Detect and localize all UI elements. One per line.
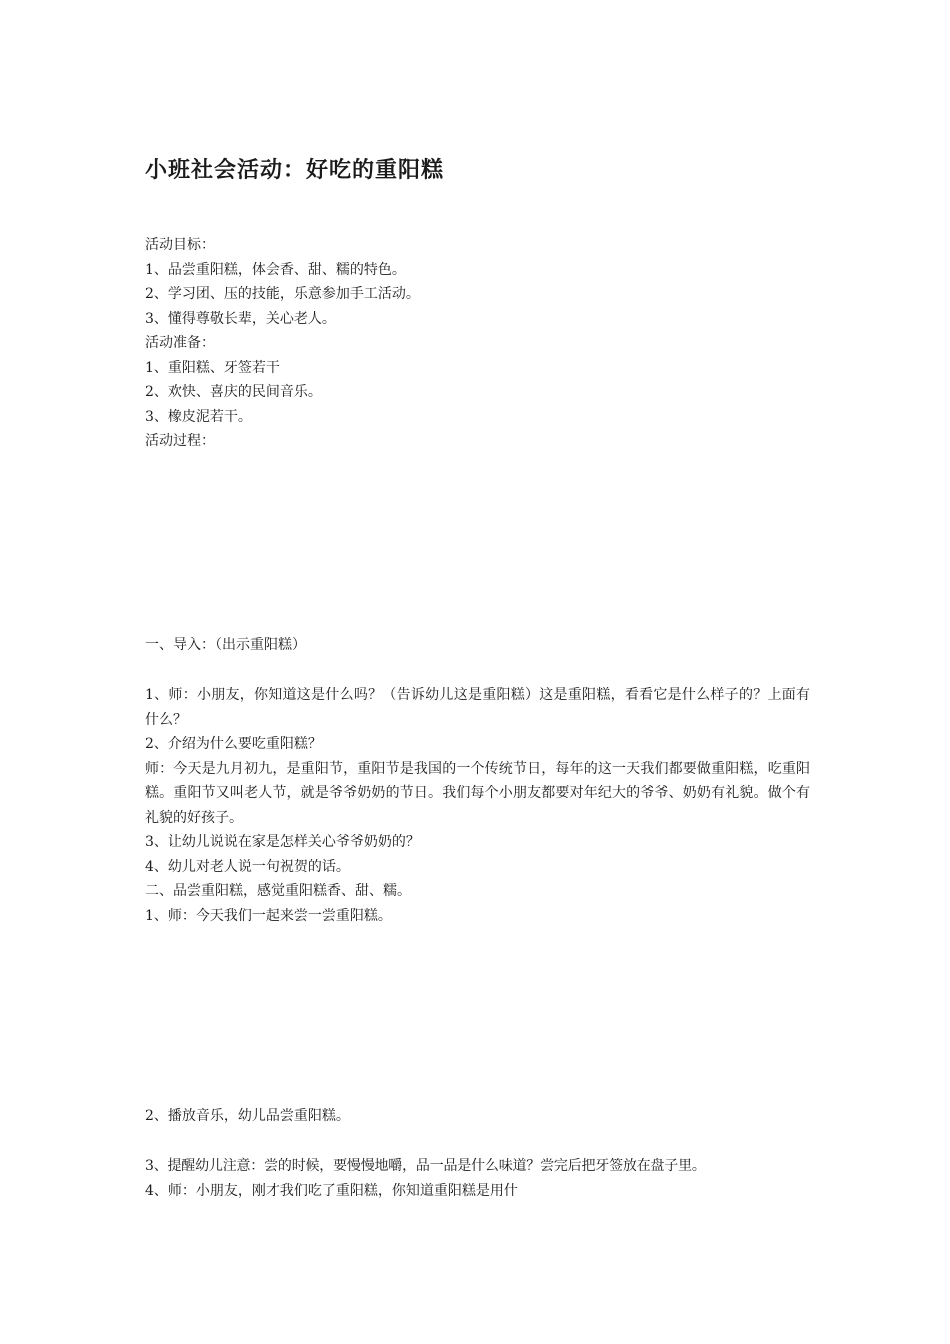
process-heading: 活动过程：	[145, 433, 215, 449]
intro-heading-block	[145, 633, 815, 658]
activity-info-block	[145, 233, 815, 454]
tasting-item: 3、提醒幼儿注意：尝的时候，要慢慢地嚼，品一品是什么味道？尝完后把牙签放在盘子里。	[145, 1158, 706, 1174]
goals-heading: 活动目标：	[145, 237, 215, 253]
tasting-item: 1、师：今天我们一起来尝一尝重阳糕。	[145, 907, 392, 924]
intro-paragraph: 师：今天是九月初九，是重阳节，重阳节是我国的一个传统节日，每年的这一天我们都要做重阳糕，吃重阳糕。重阳节又叫老人节，就是爷爷奶奶的节日。我们每个小朋友都要对年纪大的爷爷、奶奶有礼貌。做个有礼貌的好孩子。	[145, 760, 810, 826]
intro-paragraph: 1、师：小朋友，你知道这是什么吗？（告诉幼儿这是重阳糕）这是重阳糕，看看它是什么样子的？上面有什么？	[145, 687, 810, 728]
tasting-item: 4、师：小朋友，刚才我们吃了重阳糕，你知道重阳糕是用什	[145, 1182, 518, 1199]
intro-item: 2、介绍为什么要吃重阳糕？	[145, 736, 322, 752]
intro-heading: 一、导入：（出示重阳糕）	[145, 637, 306, 653]
preparation-item: 3、橡皮泥若干。	[145, 408, 252, 425]
tasting-item-block	[145, 1104, 815, 1129]
intro-item: 4、幼儿对老人说一句祝贺的话。	[145, 858, 350, 875]
intro-item: 3、让幼儿说说在家是怎样关心爷爷奶奶的？	[145, 834, 420, 850]
intro-content-block	[145, 683, 810, 928]
tasting-item: 2、播放音乐，幼儿品尝重阳糕。	[145, 1108, 350, 1124]
goal-item: 3、懂得尊敬长辈，关心老人。	[145, 310, 336, 327]
goal-item: 2、学习团、压的技能，乐意参加手工活动。	[145, 286, 420, 302]
preparation-item: 1、重阳糕、牙签若干	[145, 359, 280, 376]
goal-item: 1、品尝重阳糕，体会香、甜、糯的特色。	[145, 261, 406, 278]
tasting-content-block	[145, 1154, 825, 1203]
tasting-heading: 二、品尝重阳糕，感觉重阳糕香、甜、糯。	[145, 883, 411, 899]
preparation-item: 2、欢快、喜庆的民间音乐。	[145, 384, 322, 400]
document-title: 小班社会活动：好吃的重阳糕	[145, 157, 445, 183]
preparation-heading: 活动准备：	[145, 335, 215, 351]
